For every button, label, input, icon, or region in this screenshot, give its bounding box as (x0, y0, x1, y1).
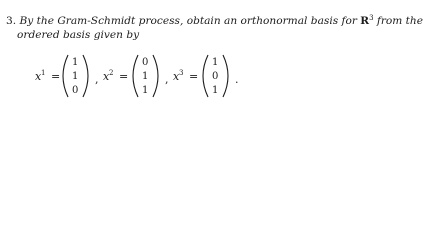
vector-x1-entry-1: 1 (72, 57, 79, 68)
vector-x1-superscript: 1 (41, 69, 46, 77)
vector-x3-entry-2: 0 (212, 71, 219, 82)
comma-2: , (165, 73, 169, 86)
vector-x3-left-paren (203, 55, 208, 97)
vector-x3-right-paren (223, 55, 228, 97)
vector-x2-name: x (103, 70, 110, 83)
equals-sign-3: = (189, 70, 199, 83)
vector-x1-right-paren (83, 55, 88, 97)
vector-x2-entry-3: 1 (142, 85, 149, 96)
dimension-exponent: 3 (369, 14, 374, 22)
problem-text-part-1: By the Gram-Schmidt process, obtain an orthonormal basis for (19, 15, 361, 27)
problem-statement-line-2: ordered basis given by (17, 29, 140, 41)
vector-x3-entry-1: 1 (212, 57, 219, 68)
basis-vectors-equation (0, 45, 350, 105)
vector-x1-entry-3: 0 (72, 85, 79, 96)
vector-x3-entry-3: 1 (212, 85, 219, 96)
problem-number: 3. (6, 15, 17, 27)
comma-1: , (95, 73, 99, 86)
vector-x2-left-paren (133, 55, 138, 97)
equals-sign-2: = (119, 70, 129, 83)
vector-x1-name: x (35, 70, 42, 83)
vector-x2-superscript: 2 (109, 69, 114, 77)
equals-sign-1: = (51, 70, 61, 83)
problem-statement-line-1 (6, 15, 423, 28)
vector-x3-superscript: 3 (179, 69, 184, 77)
vector-x3-name: x (173, 70, 180, 83)
final-period: . (235, 73, 239, 86)
vector-x1-left-paren (63, 55, 68, 97)
problem-text-part-2: from the (373, 15, 423, 27)
vector-x2-right-paren (153, 55, 158, 97)
vector-x1-entry-2: 1 (72, 71, 79, 82)
real-numbers-symbol: R (360, 15, 370, 27)
vector-x2-entry-2: 1 (142, 71, 149, 82)
vector-x2-entry-1: 0 (142, 57, 149, 68)
